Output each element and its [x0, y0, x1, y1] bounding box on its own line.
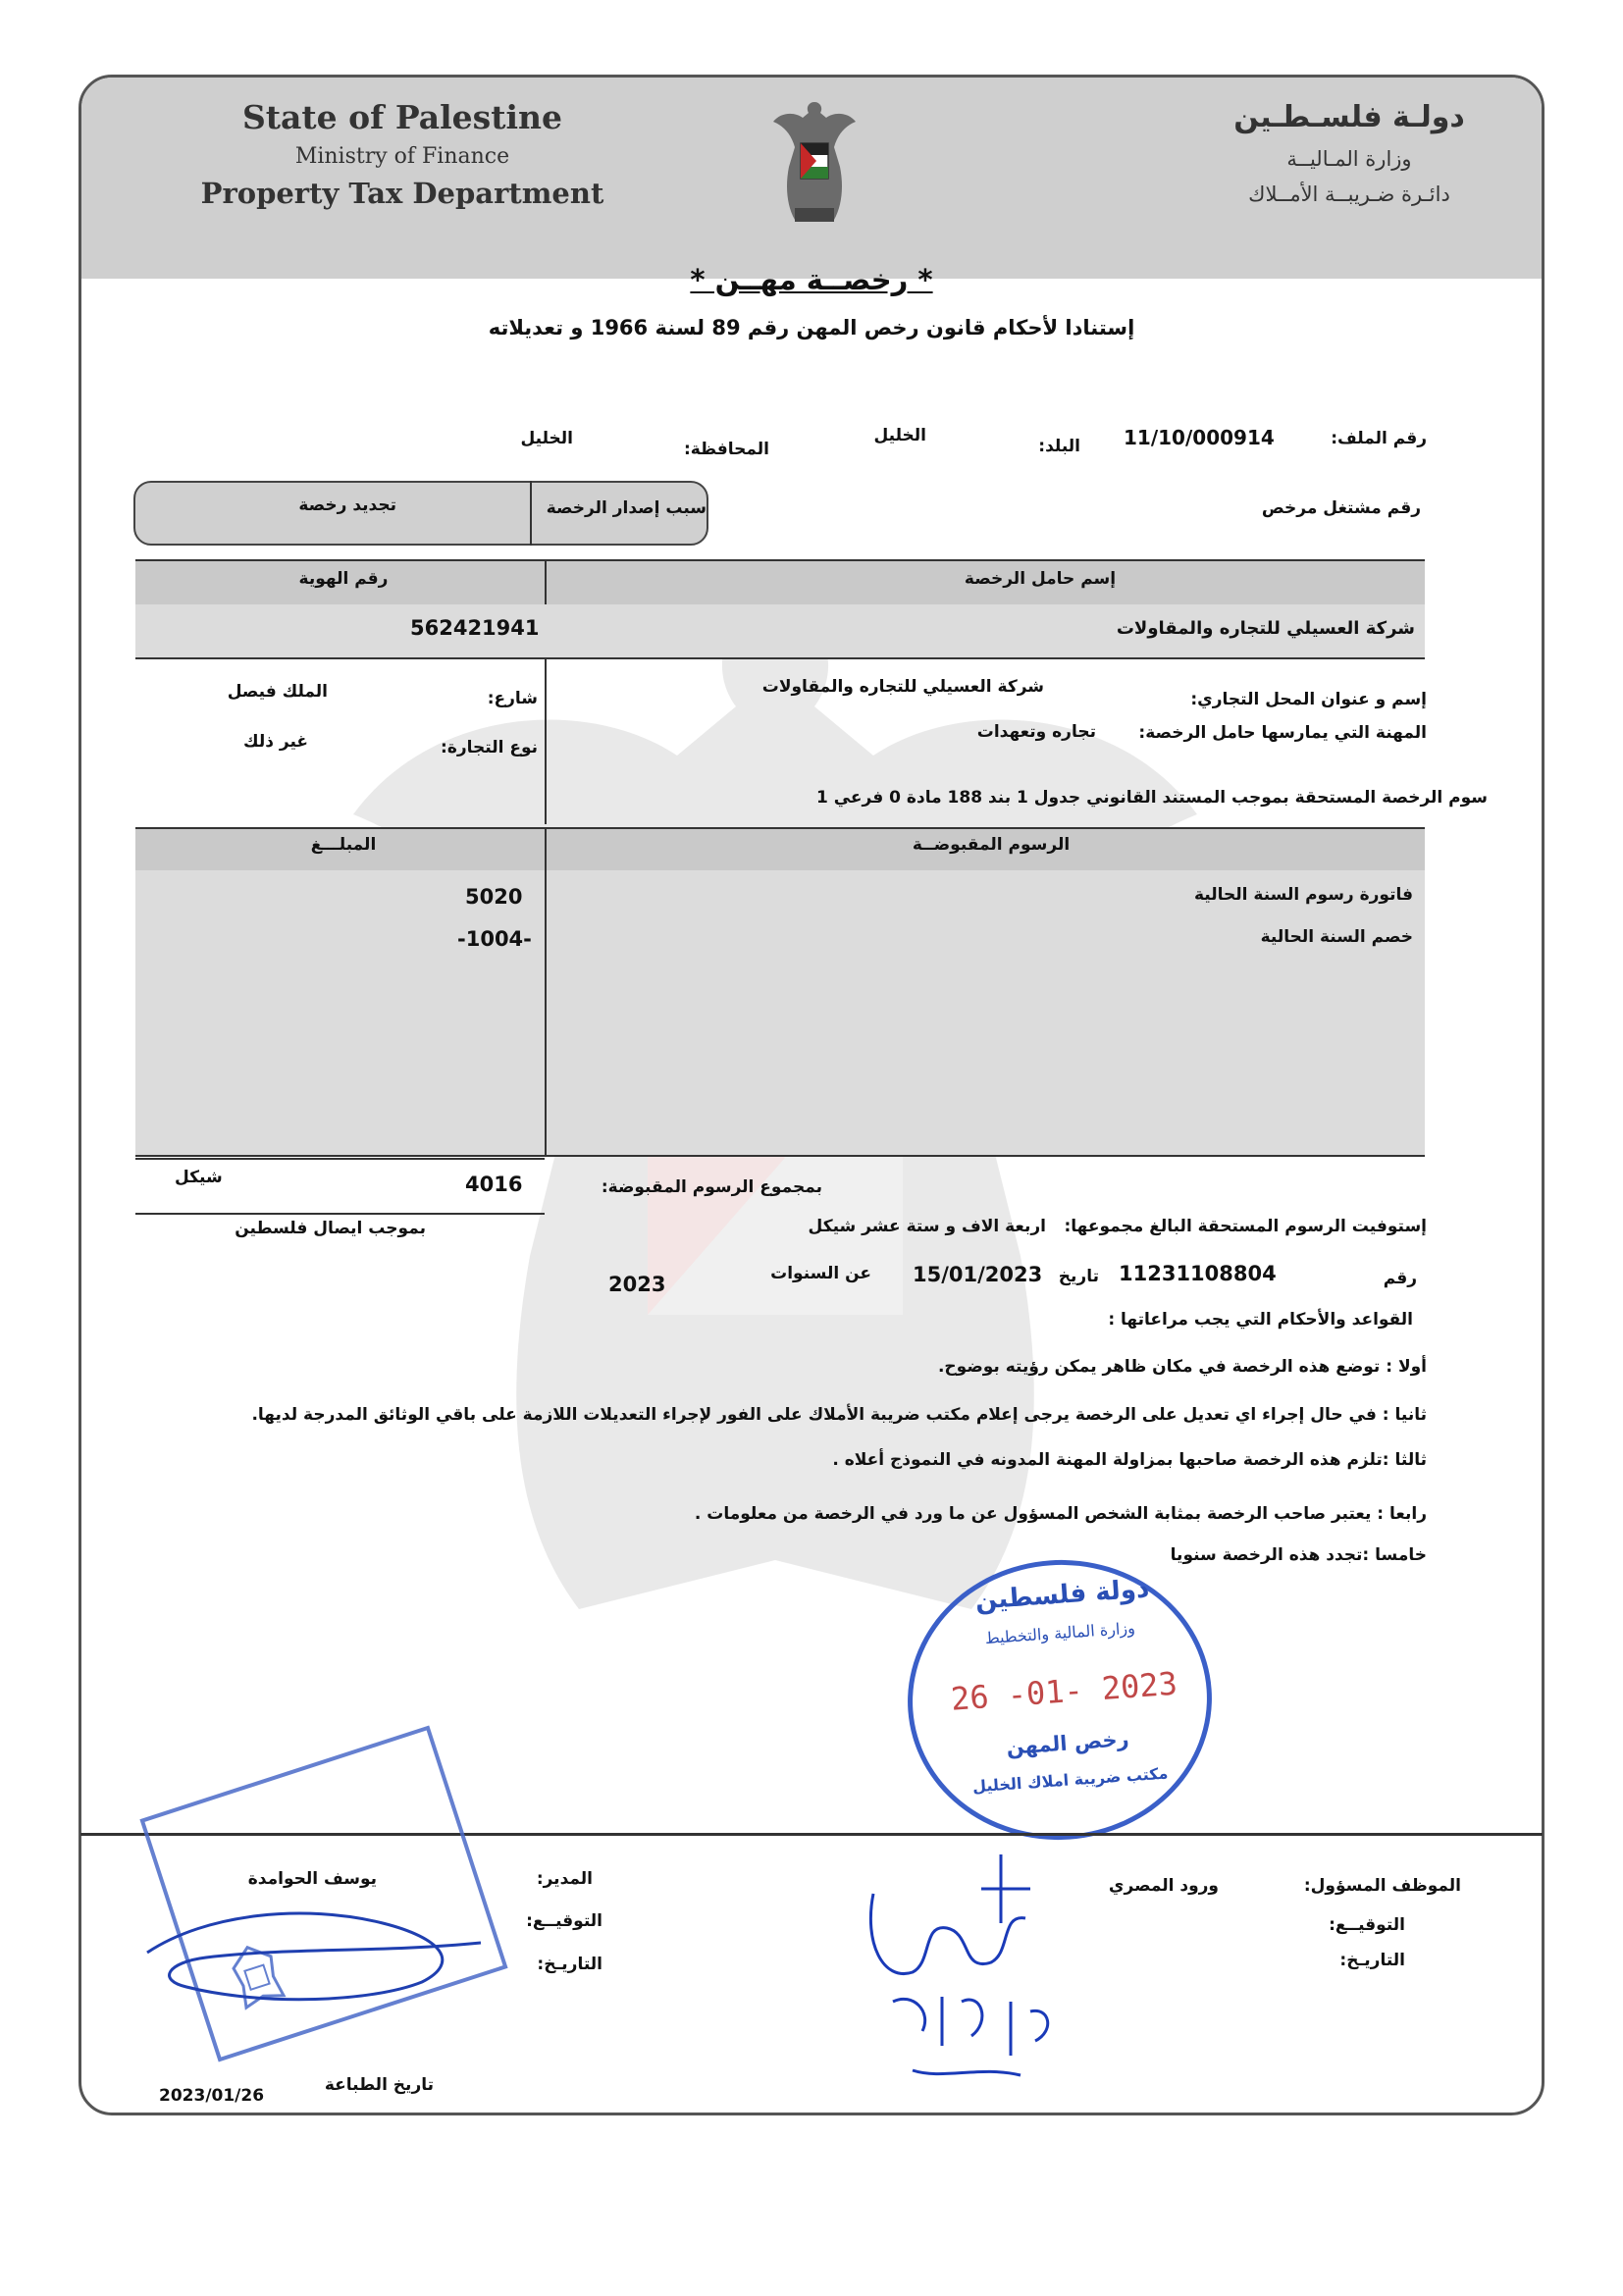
reason-divider [530, 481, 532, 546]
holder-id-header: رقم الهوية [298, 569, 389, 589]
fees-header: الرسوم المقبوضــة [912, 835, 1071, 855]
rule-item: خامسا :تجدد هذه الرخصة سنويا [1170, 1545, 1427, 1565]
header-ar-line2: وزارة المـاليــة [1286, 147, 1412, 171]
officer-label: الموظف المسؤول: [1303, 1876, 1461, 1896]
amount-header: المبلـــغ [310, 835, 377, 855]
year-value: 2023 [608, 1273, 666, 1296]
stamp-office: مكتب ضريبة املاك الخليل [971, 1763, 1169, 1797]
director-date-label: التاريـخ: [537, 1955, 602, 1974]
trade-type-label: نوع التجارة: [441, 738, 538, 757]
profession-label: المهنة التي يمارسها حامل الرخصة: [1138, 723, 1427, 743]
license-title: * رخصــة مهــن * [690, 263, 933, 296]
director-handwritten-signature [128, 1894, 500, 2031]
trade-type-value: غير ذلك [243, 732, 308, 752]
holder-name-value: شركة العسيلي للتجاره والمقاولات [1116, 618, 1415, 639]
payment-amount-words: اربعة الاف و ستة عشر شيكل [808, 1217, 1046, 1236]
rule-item: أولا : توضع هذه الرخصة في مكان ظاهر يمكن رؤيته بوضوح. [937, 1357, 1427, 1377]
governorate-label: المحافظة: [683, 440, 769, 459]
receipt-number-label: رقم [1383, 1269, 1417, 1288]
officer-handwritten-signature [854, 1835, 1079, 2090]
print-date-value: 2023/01/26 [159, 2086, 265, 2106]
street-label: شارع: [487, 689, 538, 708]
officer-signature-label: التوقيــع: [1329, 1915, 1405, 1935]
reason-label: سبب إصدار الرخصة [546, 498, 707, 518]
fee-row-label: خصم السنة الحالية [1260, 927, 1413, 947]
rule-item: ثانيا : في حال إجراء اي تعديل على الرخصة يرجى إعلام مكتب ضريبة الأملاك على الفور لإجراء التعديلات اللازمة على باقي الوثائق المدرجة لديها. [251, 1405, 1427, 1425]
director-signature-label: التوقيــع: [526, 1911, 602, 1931]
details-divider [545, 657, 547, 824]
stamp-licenses: رخص المهن [1005, 1727, 1130, 1759]
profession-value: تجاره وتعهدات [976, 722, 1096, 742]
fees-table-body [135, 870, 1425, 1157]
palestine-eagle-emblem-icon [765, 98, 864, 231]
licensed-operator-label: رقم مشتغل مرخص [1261, 498, 1421, 518]
director-label: المدير: [536, 1869, 593, 1889]
receipt-text: بموجب ايصال فلسطين [235, 1219, 426, 1238]
header-en-line1: State of Palestine [241, 98, 563, 136]
rule-item: ثالثا :تلزم هذه الرخصة صاحبها بمزاولة المهنة المدونه في النموذج أعلاه . [832, 1450, 1427, 1470]
officer-date-label: التاريـخ: [1339, 1951, 1405, 1970]
payment-label: إستوفيت الرسوم المستحقة البالغ مجموعها: [1064, 1217, 1427, 1236]
city-value: الخليل [873, 426, 926, 445]
stamp-ministry: وزارة المالية والتخطيط [984, 1618, 1136, 1648]
street-value: الملك فيصل [227, 682, 328, 702]
shop-label: إسم و عنوان المحل التجاري: [1190, 690, 1427, 709]
city-label: البلد: [1038, 437, 1080, 456]
file-number-value: 11/10/000914 [1124, 426, 1275, 449]
header-ar-line1: دولـة فلسـطـين [1233, 100, 1465, 134]
fee-row-label: فاتورة رسوم السنة الحالية [1194, 885, 1413, 905]
receipt-date-value: 15/01/2023 [913, 1263, 1043, 1286]
fee-row-amount: -1004- [457, 927, 532, 951]
shop-value: شركة العسيلي للتجاره والمقاولات [761, 677, 1044, 697]
officer-value: ورود المصري [1108, 1876, 1219, 1896]
rule-item: رابعا : يعتبر صاحب الرخصة بمثابة الشخص المسؤول عن ما ورد في الرخصة من معلومات . [694, 1504, 1427, 1524]
fees-divider [545, 827, 547, 1155]
header-en-line2: Ministry of Finance [294, 144, 510, 169]
fees-legal-line: سوم الرخصة المستحقة بموجب المستند القانوني جدول 1 بند 188 مادة 0 فرعي 1 [815, 788, 1488, 808]
stamp-date: 26 -01- 2023 [949, 1664, 1179, 1718]
header-ar-line3: دائـرة ضـريبــة الأمــلاك [1248, 183, 1450, 206]
header-en-line3: Property Tax Department [200, 177, 604, 210]
governorate-value: الخليل [520, 429, 573, 448]
receipt-number-value: 11231108804 [1119, 1262, 1277, 1285]
stamp-top-text: دولة فلسطين [973, 1574, 1151, 1616]
total-value: 4016 [465, 1173, 523, 1196]
director-value: يوسف الحوامدة [247, 1869, 377, 1889]
total-label: بمجموع الرسوم المقبوضة: [601, 1177, 822, 1197]
years-label: عن السنوات [770, 1264, 871, 1283]
license-subtitle: إستنادا لأحكام قانون رخص المهن رقم 89 لسنة 1966 و تعديلاته [488, 316, 1135, 339]
total-currency: شيكل [175, 1168, 223, 1187]
holder-name-header: إسم حامل الرخصة [964, 569, 1117, 589]
rules-heading: القواعد والأحكام التي يجب مراعاتها : [1108, 1310, 1413, 1330]
holder-id-value: 562421941 [410, 616, 540, 640]
print-date-label: تاريخ الطباعة [324, 2075, 434, 2095]
receipt-date-label: تاريخ [1058, 1267, 1099, 1286]
fee-row-amount: 5020 [465, 885, 523, 909]
file-number-label: رقم الملف: [1331, 429, 1427, 448]
reason-value: تجديد رخصة [298, 496, 396, 515]
